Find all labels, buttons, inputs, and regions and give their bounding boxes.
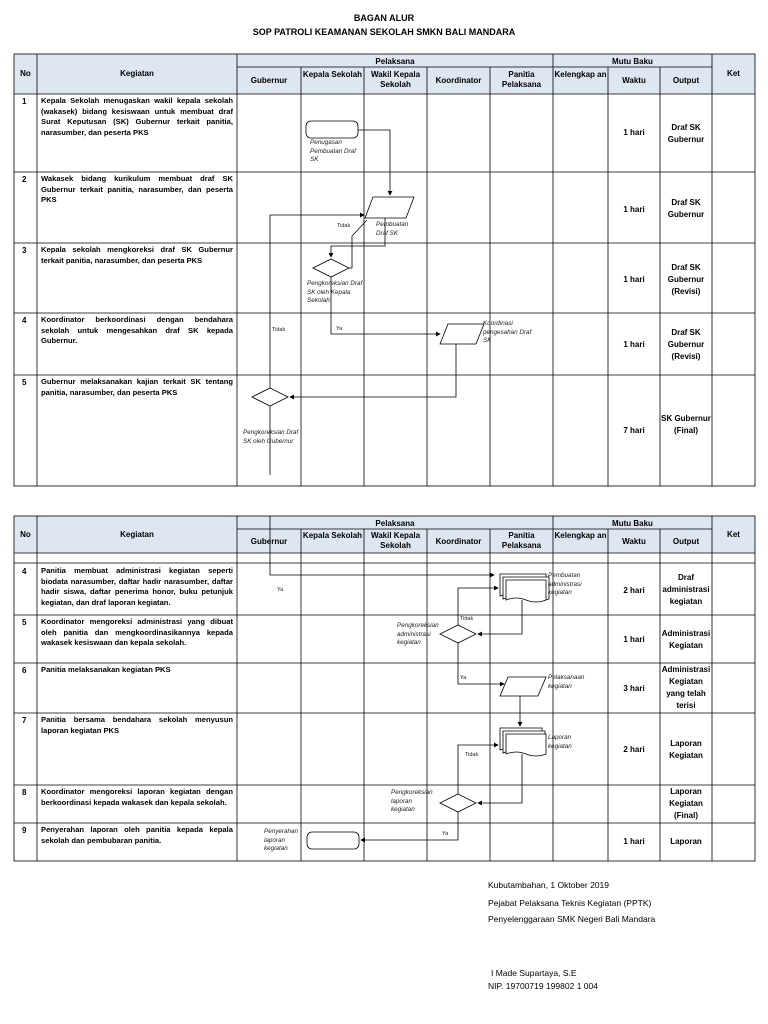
flow-label-pembuatan-adm: Pembuatan administrasi kegiatan — [548, 572, 582, 596]
flow-label-penugasan: Penugasan Pembuatan Draf SK — [310, 139, 356, 163]
flow-label-penyerahan: Penyerahan laporan kegiatan — [264, 828, 298, 852]
header-waktu: Waktu — [622, 76, 646, 85]
header-gubernur: Gubernur — [250, 76, 288, 85]
header-panitia: Panitia Pelaksana — [501, 70, 542, 89]
row-kegiatan: Panitia melaksanakan kegiatan PKS — [41, 665, 171, 674]
header-koordinator: Koordinator — [435, 76, 482, 85]
row-no: 4 — [22, 567, 27, 576]
row-output: Draf SK Gubernur (Revisi) — [667, 263, 705, 296]
row-no: 8 — [22, 788, 27, 797]
flow-label-pengoreksian-laporan: Pengkoreksian laporan kegiatan — [391, 789, 433, 813]
row-kegiatan: Panitia bersama bendahara sekolah menyusun laporan kegiatan PKS — [41, 715, 233, 735]
row-kegiatan: Kepala Sekolah menugaskan wakil kepala sekolah (wakasek) bidang kesiswaan untuk membuat draf Surat Keputusan (SK) Gubernur terkait panitia, narasumber, dan peserta PKS — [41, 96, 233, 137]
flow-label-pengoreksian-gubernur: Pengkoreksian Draf SK oleh Gubernur — [243, 429, 299, 445]
row-output: Draf administrasi kegiatan — [662, 573, 710, 606]
row-no: 5 — [22, 618, 27, 627]
row-kegiatan: Kepala sekolah mengkoreksi draf SK Gubernur terkait panitia, narasumber, dan peserta PKS — [41, 245, 233, 265]
header-wakasek: Wakil Kepala Sekolah — [370, 531, 421, 550]
header-koordinator: Koordinator — [435, 537, 482, 546]
header-kepsek: Kepala Sekolah — [302, 70, 363, 79]
row-waktu: 1 hari — [623, 205, 645, 214]
flow-label-pengoreksian-adm: Pengkoreksian administrasi kegiatan — [397, 622, 439, 646]
header-wakasek: Wakil Kepala Sekolah — [370, 70, 421, 89]
header-kepsek: Kepala Sekolah — [302, 531, 363, 540]
row-waktu: 1 hari — [623, 275, 645, 284]
row-waktu: 1 hari — [623, 837, 645, 846]
header-no: No — [20, 530, 31, 539]
row-output: Administrasi Kegiatan — [661, 629, 711, 650]
row-waktu: 2 hari — [623, 586, 645, 595]
row-no: 2 — [22, 175, 27, 184]
row-kegiatan: Penyerahan laporan oleh panitia kepada kepala sekolah dan pembubaran panitia. — [41, 825, 233, 845]
row-no: 6 — [22, 666, 27, 675]
flow-label-pembuatan: Pembuatan Draf SK — [376, 221, 409, 237]
flow-label-ya: Ya — [277, 587, 284, 593]
row-kegiatan: Koordinator mengoreksi laporan kegiatan dengan berkoordinasi kepada wakasek dan kepala sekolah. — [41, 787, 233, 807]
flow-label-ya: Ya — [336, 326, 343, 332]
flow-label-tidak: Tidak — [272, 327, 286, 333]
flow-label-pengoreksian-kepsek: Pengkoreksian Draf SK oleh Kepala Sekolah — [307, 280, 363, 304]
header-ket: Ket — [727, 530, 740, 539]
row-waktu: 1 hari — [623, 635, 645, 644]
header-no: No — [20, 69, 31, 78]
row-no: 9 — [22, 826, 27, 835]
row-kegiatan: Gubernur melaksanakan kajian terkait SK tentang panitia, narasumber, dan peserta PKS — [41, 377, 233, 397]
row-output: Draf SK Gubernur (Revisi) — [667, 328, 705, 361]
header-output: Output — [672, 537, 700, 546]
row-output: Laporan Kegiatan (Final) — [669, 787, 703, 820]
row-no: 7 — [22, 716, 27, 725]
header-kegiatan: Kegiatan — [120, 530, 154, 539]
flow-label-laporan: Laporan kegiatan — [548, 734, 572, 750]
flow-label-tidak: Tidak — [337, 223, 351, 229]
row-waktu: 1 hari — [623, 128, 645, 137]
flow-label-koordinasi: Koordinasi pengesahan Draf SK — [483, 320, 532, 344]
flow-label-pelaksanaan: Pelaksanaan kegiatan — [548, 674, 585, 690]
header-panitia: Panitia Pelaksana — [501, 531, 542, 550]
row-output: Administrasi Kegiatan yang telah terisi — [661, 665, 711, 710]
row-no: 1 — [22, 97, 27, 106]
header-mutu-baku: Mutu Baku — [612, 57, 653, 66]
signature-place-date: Kubutambahan, 1 Oktober 2019 — [488, 880, 609, 890]
signature-role-2: Penyelenggaraan SMK Negeri Bali Mandara — [488, 914, 656, 924]
row-kegiatan: Panitia membuat administrasi kegiatan seperti biodata narasumber, daftar hadir narasumber, daftar hadir siswa, daftar penerima honor, buku petunjuk kegiatan, dan draf laporan kegiatan. — [41, 566, 233, 607]
header-output: Output — [672, 76, 700, 85]
flow-label-tidak: Tidak — [460, 616, 474, 622]
row-kegiatan: Koordinator mengoreksi administrasi yang dibuat oleh panitia dan mengkoordinasikannya kepada wakasek kesiswaan dan kepala sekolah. — [41, 617, 233, 648]
row-waktu: 1 hari — [623, 340, 645, 349]
row-no: 3 — [22, 246, 27, 255]
row-kegiatan: Koordinator berkoordinasi dengan bendahara sekolah untuk mengesahkan draf SK kepada Gubernur. — [41, 315, 233, 346]
flow-label-ya: Ya — [460, 675, 467, 681]
row-output: Laporan — [670, 837, 702, 846]
row-waktu: 3 hari — [623, 684, 645, 693]
header-kelengkapan: Kelengkap an — [554, 70, 607, 79]
row-output: SK Gubernur (Final) — [661, 414, 711, 435]
flow-label-tidak: Tidak — [465, 752, 479, 758]
document-title: BAGAN ALUR — [353, 13, 415, 23]
row-output: Draf SK Gubernur — [667, 123, 705, 144]
row-waktu: 7 hari — [623, 426, 645, 435]
row-no: 5 — [22, 378, 27, 387]
row-no: 4 — [22, 316, 27, 325]
header-gubernur: Gubernur — [250, 537, 288, 546]
header-mutu-baku: Mutu Baku — [612, 519, 653, 528]
signature-nip: NIP. 19700719 199802 1 004 — [488, 981, 598, 991]
row-output: Laporan Kegiatan — [669, 739, 703, 760]
header-pelaksana: Pelaksana — [375, 519, 415, 528]
row-output: Draf SK Gubernur — [667, 198, 705, 219]
row-waktu: 2 hari — [623, 745, 645, 754]
row-kegiatan: Wakasek bidang kurikulum membuat draf SK Gubernur terkait panitia, narasumber, dan peserta PKS — [41, 174, 233, 205]
signature-name: I Made Supartaya, S.E — [491, 968, 577, 978]
header-waktu: Waktu — [622, 537, 646, 546]
header-kelengkapan: Kelengkap an — [554, 531, 607, 540]
header-kegiatan: Kegiatan — [120, 69, 154, 78]
signature-role-1: Pejabat Pelaksana Teknis Kegiatan (PPTK) — [488, 898, 652, 908]
header-pelaksana: Pelaksana — [375, 57, 415, 66]
flow-label-ya: Ya — [442, 831, 449, 837]
document-subtitle: SOP PATROLI KEAMANAN SEKOLAH SMKN BALI MANDARA — [252, 27, 516, 37]
header-ket: Ket — [727, 69, 740, 78]
